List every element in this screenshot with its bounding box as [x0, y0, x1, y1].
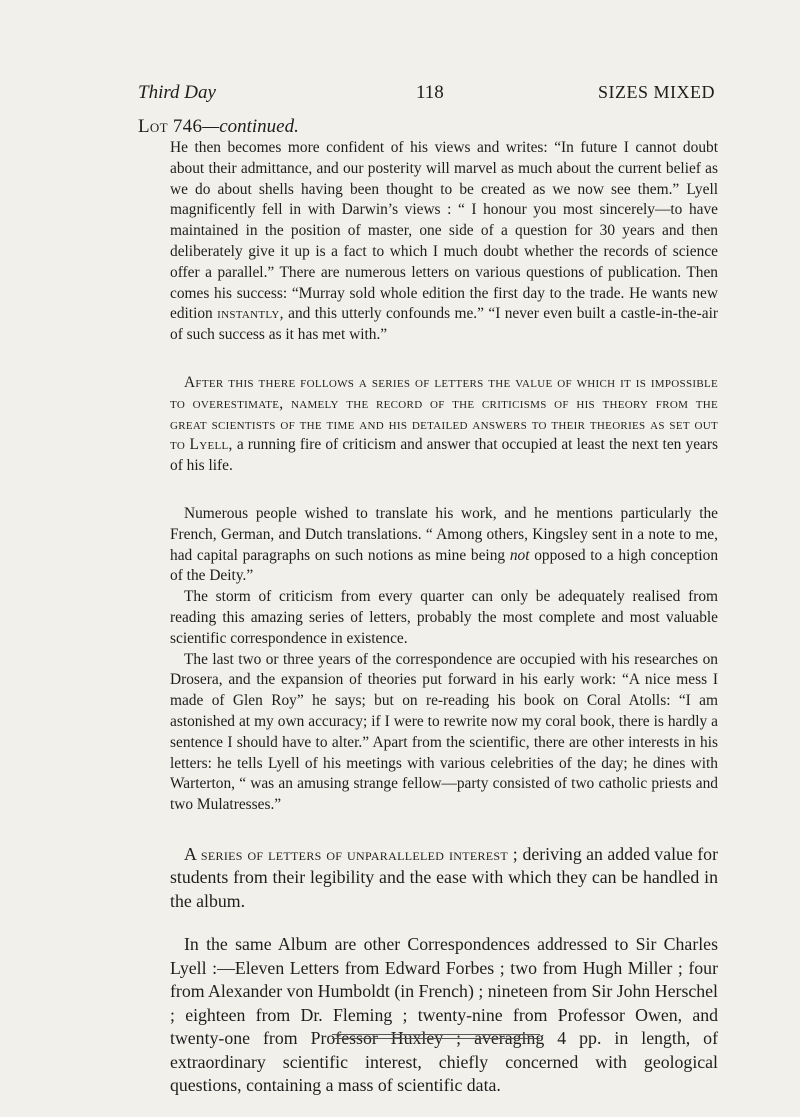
- paragraph-text: Numerous people wished to translate his work, and he mentions particularly the French, German, and Dutch translations. “ Among others, Kingsley sent in a note to me, had capital paragraphs on such notions as mine being: [170, 504, 718, 564]
- paragraph-text: and this utterly confounds me.” “I never even built a castle-in-the-air of such success as it has met with.”: [170, 305, 718, 344]
- lot-description: [170, 138, 718, 1098]
- emphasis-caps: After this there follows a series of letters the value of which it is impossible to overestimate, namely the record of the criticisms of his theory from the great scientists of the time and his detailed answers to their theories as set out to Lyell,: [170, 373, 718, 454]
- paragraph-text: opposed to a high conception of the Deity.”: [170, 546, 719, 585]
- paragraph-drosera: The last two or three years of the correspondence are occupied with his researches on Drosera, and the expansion of theories put forward in his early work: “A nice mess I made of Glen Roy” he says; but on re-reading his book on Coral Atolls: “I am astonished at my own accuracy; if I were to rewrite now my coral book, there is hardly a sentence I should have to alter.” Apart from the scientific, there are other interests in his letters: he tells Lyell of his meetings with various celebrities of the day; he dines with Warterton, “ was an amusing strange fellow—party consisted of two catholic priests and two Mulatresses.”: [170, 650, 718, 814]
- paragraph-text: deriving an added value for students from their legibility and the ease with which they can be handled in the album.: [170, 843, 718, 911]
- paragraph-criticisms: [170, 373, 718, 477]
- header-section: SIZES MIXED: [598, 82, 715, 102]
- page-number: 118: [416, 82, 444, 103]
- paragraph-translations: [170, 504, 718, 587]
- emphasis-italic: not: [509, 546, 530, 564]
- lot-heading: [138, 116, 299, 138]
- paragraph-other-correspondences: In the same Album are other Correspondences addressed to Sir Charles Lyell :—Eleven Letters from Edward Forbes ; two from Hugh Miller ; four from Alexander von Humboldt (in French) ; nineteen from Sir John Herschel ; eighteen from Dr. Fleming ; twenty-nine from Professor Owen, and twenty-one from Professor Huxley ; averaging 4 pp. in length, of extraordinary scientific interest, chiefly concerned with geological questions, containing a mass of scientific data.: [170, 934, 718, 1096]
- header-day: Third Day: [138, 82, 216, 103]
- paragraph-text: a running fire of criticism and answer that occupied at least the next ten years of his life.: [170, 436, 718, 475]
- running-header: [138, 82, 715, 108]
- paragraph-storm: The storm of criticism from every quarter can only be adequately realised from reading this amazing series of letters, probably the most complete and most valuable scientific correspondence in existence.: [170, 588, 718, 647]
- lot-label: Lot 746: [138, 116, 203, 137]
- paragraph-unparalleled: [170, 843, 718, 914]
- emphasis-caps: instantly,: [217, 305, 284, 323]
- section-divider: [332, 1034, 540, 1039]
- paragraph-darwin-views: [170, 138, 718, 346]
- emphasis-caps: A series of letters of unparalleled interest ;: [184, 843, 518, 864]
- lot-continued: —continued.: [202, 116, 299, 137]
- paragraph-text: He then becomes more confident of his views and writes: “In future I cannot doubt about their admittance, and our posterity will marvel as much about the current belief as we do about shells having been thought to be created as we now see them.” Lyell magnificently fell in with Darwin’s views : “ I honour you most sincerely—to have maintained in the position of master, one side of a question for 30 years and then deliberately give it up is a fact to which I much doubt whether the records of science offer a parallel.” There are numerous letters on various questions of publication. Then comes his success: “Murray sold whole edition the first day to the trade. He wants new edition: [170, 139, 718, 323]
